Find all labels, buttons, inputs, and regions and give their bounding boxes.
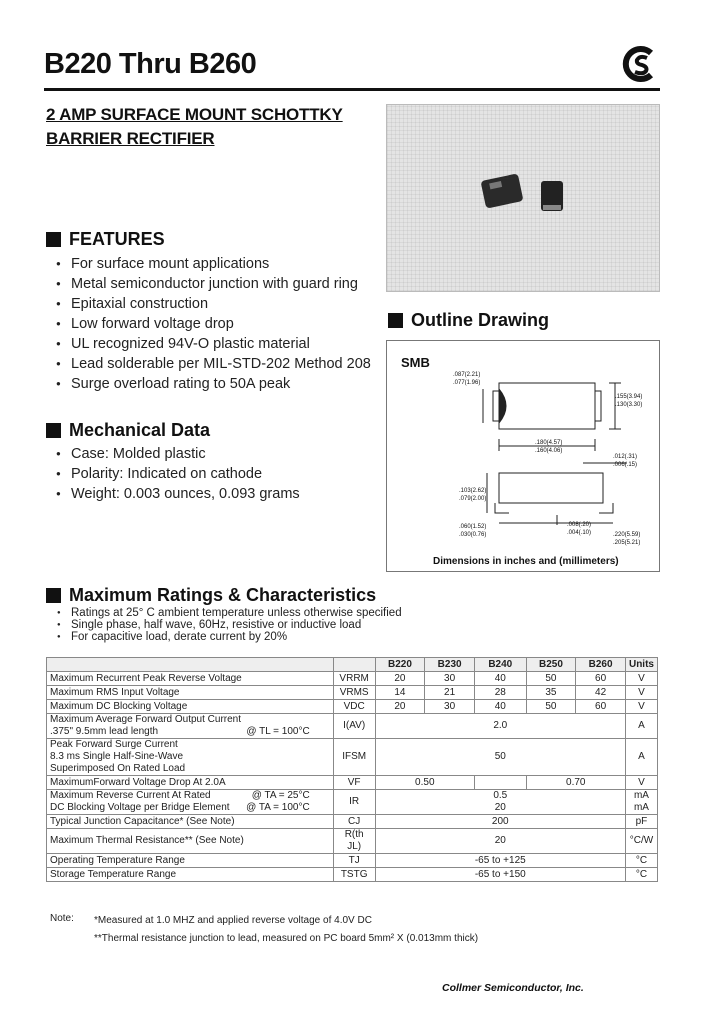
dim-label: .220(5.59) .205(5.21): [613, 532, 641, 546]
table-row: Peak Forward Surge Current 8.3 ms Single Half-Sine-Wave Superimposed On Rated Load IFSM 50 A: [47, 739, 658, 776]
subtitle-line-2: BARRIER RECTIFIER: [46, 129, 215, 148]
list-item: ● Surge overload rating to 50A peak: [46, 374, 371, 394]
list-item: ● Weight: 0.003 ounces, 0.093 grams: [46, 484, 300, 504]
table-row: Operating Temperature Range TJ -65 to +125 °C: [47, 854, 658, 868]
dim-label: .060(1.52) .030(0.76): [459, 524, 487, 538]
page-title: B220 Thru B260: [44, 48, 257, 80]
table-row: Typical Junction Capacitance* (See Note) CJ 200 pF: [47, 815, 658, 829]
dimensions-caption: Dimensions in inches and (millimeters): [433, 556, 619, 567]
list-item: ● Ratings at 25° C ambient temperature unless otherwise specified: [46, 607, 402, 619]
ratings-heading: Maximum Ratings & Characteristics: [46, 585, 376, 606]
features-list: [46, 254, 371, 394]
dim-label: .103(2.62) .079(2.00): [459, 488, 487, 502]
table-row: Maximum Reverse Current At Rated @ TA = 25°C DC Blocking Voltage per Bridge Element @ TA = 100°C IR 0.5 20 mA mA: [47, 790, 658, 815]
mechanical-list: [46, 444, 300, 504]
package-label: SMB: [401, 355, 430, 370]
dim-label: .008(.20) .004(.10): [567, 522, 592, 536]
dim-label: .012(.31) .006(.15): [613, 454, 638, 468]
notes-label: Note:: [50, 913, 74, 924]
table-row: Maximum DC Blocking Voltage VDC 20 30 40 50 60 V: [47, 700, 658, 714]
list-item: ● Case: Molded plastic: [46, 444, 300, 464]
table-header-row: B220 B230 B240 B250 B260 Units: [47, 658, 658, 672]
outline-heading: Outline Drawing: [388, 310, 549, 331]
mechanical-heading: Mechanical Data: [46, 420, 210, 441]
outline-drawing: [386, 340, 660, 572]
note-2: **Thermal resistance junction to lead, measured on PC board 5mm² X (0.013mm thick): [94, 933, 479, 944]
list-item: ● For capacitive load, derate current by 20%: [46, 631, 402, 643]
table-row: Maximum RMS Input Voltage VRMS 14 21 28 35 42 V: [47, 686, 658, 700]
cs-logo-icon: [620, 44, 660, 84]
note-1: *Measured at 1.0 MHZ and applied reverse voltage of 4.0V DC: [94, 915, 372, 926]
dim-label: .155(3.94) .130(3.30): [615, 394, 643, 408]
ratings-table: [46, 657, 658, 882]
table-row: Maximum Recurrent Peak Reverse Voltage VRRM 20 30 40 50 60 V: [47, 672, 658, 686]
header-rule: [44, 88, 660, 91]
footer-company: Collmer Semiconductor, Inc.: [442, 982, 584, 994]
list-item: ● Single phase, half wave, 60Hz, resistive or inductive load: [46, 619, 402, 631]
dim-label: .087(2.21) .077(1.96): [453, 372, 481, 386]
list-item: ● Metal semiconductor junction with guard ring: [46, 274, 371, 294]
smb-package-image: [387, 105, 659, 291]
features-heading: FEATURES: [46, 229, 165, 250]
ratings-conditions: [46, 607, 402, 643]
table-row: Maximum Average Forward Output Current .375" 9.5mm lead length @ TL = 100°C I(AV) 2.0 A: [47, 714, 658, 739]
list-item: ● Low forward voltage drop: [46, 314, 371, 334]
table-row: Storage Temperature Range TSTG -65 to +150 °C: [47, 868, 658, 882]
subtitle-line-1: 2 AMP SURFACE MOUNT SCHOTTKY: [46, 105, 343, 124]
table-row: MaximumForward Voltage Drop At 2.0A VF 0.50 0.70 V: [47, 776, 658, 790]
product-photo: [386, 104, 660, 292]
list-item: ● Epitaxial construction: [46, 294, 371, 314]
list-item: ● UL recognized 94V-O plastic material: [46, 334, 371, 354]
list-item: ● Lead solderable per MIL-STD-202 Method 208: [46, 354, 371, 374]
list-item: ● Polarity: Indicated on cathode: [46, 464, 300, 484]
list-item: ● For surface mount applications: [46, 254, 371, 274]
table-row: Maximum Thermal Resistance** (See Note) R(th JL) 20 °C/W: [47, 829, 658, 854]
dim-label: .180(4.57) .160(4.06): [535, 440, 563, 454]
